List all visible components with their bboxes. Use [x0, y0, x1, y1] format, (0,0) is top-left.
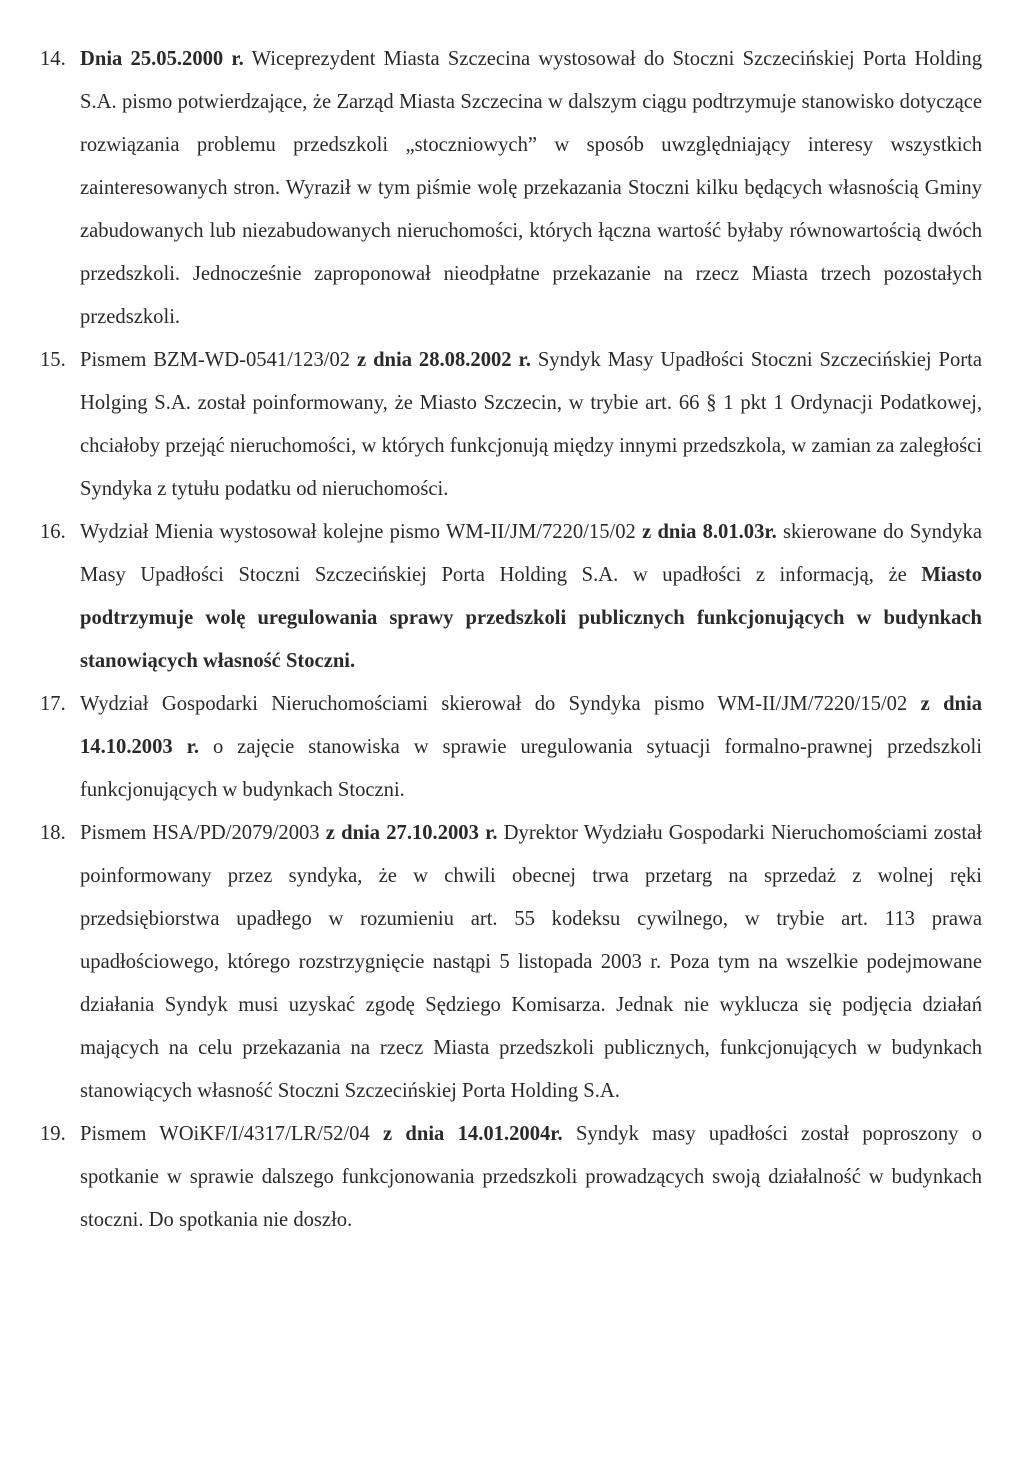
item-text: Pismem HSA/PD/2079/2003	[80, 822, 326, 844]
item-date-bold: Dnia 25.05.2000 r.	[80, 48, 244, 70]
item-number: 19.	[40, 1123, 66, 1145]
list-item-15	[40, 339, 982, 511]
item-emphasis-bold: Miasto podtrzymuje wolę uregulowania sprawy przedszkoli publicznych funkcjonujących w budynkach stanowiących własność Stoczni.	[80, 564, 982, 672]
item-number: 18.	[40, 822, 66, 844]
item-date-bold: z dnia 8.01.03r.	[642, 521, 777, 543]
numbered-list	[40, 38, 982, 1242]
item-text: Pismem BZM-WD-0541/123/02	[80, 349, 357, 371]
list-item-17	[40, 683, 982, 812]
list-item-18	[40, 812, 982, 1113]
item-number: 14.	[40, 48, 66, 70]
item-text: o zajęcie stanowiska w sprawie uregulowania sytuacji formalno-prawnej przedszkoli funkcjonujących w budynkach Stoczni.	[80, 736, 982, 801]
item-date-bold: z dnia 28.08.2002 r.	[357, 349, 531, 371]
item-text: Syndyk Masy Upadłości Stoczni Szczecińskiej Porta Holging S.A. został poinformowany, że Miasto Szczecin, w trybie art. 66 § 1 pkt 1 Ordynacji Podatkowej, chciałoby przejąć nieruchomości, w których funkcjonują między innymi przedszkola, w zamian za zaległości Syndyka z tytułu podatku od nieruchomości.	[80, 349, 982, 500]
item-date-bold: z dnia 14.10.2003 r.	[80, 693, 982, 758]
item-date-bold: z dnia 14.01.2004r.	[383, 1123, 563, 1145]
item-date-bold: z dnia 27.10.2003 r.	[325, 822, 498, 844]
list-item-19	[40, 1113, 982, 1242]
item-text: Dyrektor Wydziału Gospodarki Nieruchomościami został poinformowany przez syndyka, że w chwili obecnej trwa przetarg na sprzedaż z wolnej ręki przedsiębiorstwa upadłego w rozumieniu art. 55 kodeksu cywilnego, w trybie art. 113 prawa upadłościowego, którego rozstrzygnięcie nastąpi 5 listopada 2003 r. Poza tym na wszelkie podejmowane działania Syndyk musi uzyskać zgodę Sędziego Komisarza. Jednak nie wyklucza się podjęcia działań mających na celu przekazania na rzecz Miasta przedszkoli publicznych, funkcjonujących w budynkach stanowiących własność Stoczni Szczecińskiej Porta Holding S.A.	[80, 822, 982, 1102]
item-number: 15.	[40, 349, 66, 371]
item-text: Syndyk masy upadłości został poproszony o spotkanie w sprawie dalszego funkcjonowania przedszkoli prowadzących swoją działalność w budynkach stoczni. Do spotkania nie doszło.	[80, 1123, 982, 1231]
item-text: Wiceprezydent Miasta Szczecina wystosował do Stoczni Szczecińskiej Porta Holding S.A. pismo potwierdzające, że Zarząd Miasta Szczecina w dalszym ciągu podtrzymuje stanowisko dotyczące rozwiązania problemu przedszkoli „stoczniowych” w sposób uwzględniający interesy wszystkich zainteresowanych stron. Wyraził w tym piśmie wolę przekazania Stoczni kilku będących własnością Gminy zabudowanych lub niezabudowanych nieruchomości, których łączna wartość byłaby równowartością dwóch przedszkoli. Jednocześnie zaproponował nieodpłatne przekazanie na rzecz Miasta trzech pozostałych przedszkoli.	[80, 48, 982, 328]
list-item-16	[40, 511, 982, 683]
item-text: Wydział Mienia wystosował kolejne pismo WM-II/JM/7220/15/02	[80, 521, 643, 543]
list-item-14	[40, 38, 982, 339]
item-text: skierowane do Syndyka Masy Upadłości Stoczni Szczecińskiej Porta Holding S.A. w upadłości z informacją, że	[80, 521, 982, 586]
item-number: 17.	[40, 693, 66, 715]
item-number: 16.	[40, 521, 66, 543]
item-text: Pismem WOiKF/I/4317/LR/52/04	[80, 1123, 384, 1145]
item-text: Wydział Gospodarki Nieruchomościami skierował do Syndyka pismo WM-II/JM/7220/15/02	[80, 693, 921, 715]
